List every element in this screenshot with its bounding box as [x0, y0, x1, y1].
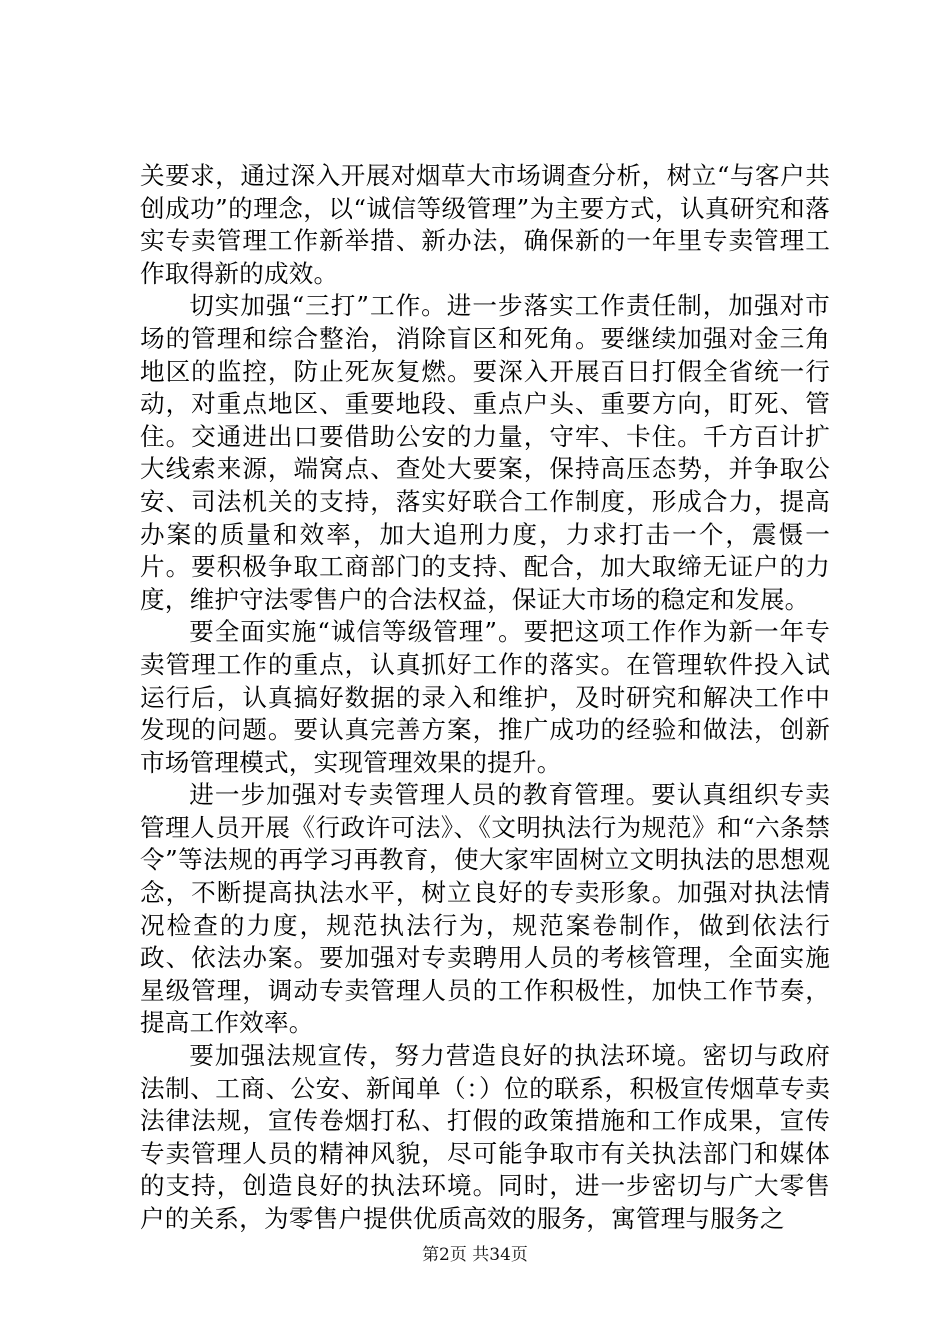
page-footer [0, 1244, 950, 1266]
paragraph-continuation: 关要求，通过深入开展对烟草大市场调查分析，树立“与客户共创成功”的理念，以“诚信等级管理”为主要方式，认真研究和落实专卖管理工作新举措、新办法，确保新的一年里专卖管理工作取得新的成效。 [140, 161, 830, 288]
paragraph-staff-education: 进一步加强对专卖管理人员的教育管理。要认真组织专卖管理人员开展《行政许可法》、《文明执法行为规范》和“六条禁令”等法规的再学习再教育，使大家牢固树立文明执法的思想观念，不断提高执法水平，树立良好的专卖形象。加强对执法情况检查的力度，规范执法行为，规范案卷制作，做到依法行政、依法办案。要加强对专卖聘用人员的考核管理，全面实施星级管理，调动专卖管理人员的工作积极性，加快工作节奏，提高工作效率。 [140, 780, 830, 1038]
document-body [140, 160, 830, 1236]
paragraph-three-strikes: 切实加强“三打”工作。进一步落实工作责任制，加强对市场的管理和综合整治，消除盲区和死角。要继续加强对金三角地区的监控，防止死灰复燃。要深入开展百日打假全省统一行动，对重点地区、重要地段、重点户头、重要方向，盯死、管住。交通进出口要借助公安的力量，守牢、卡住。千方百计扩大线索来源，端窝点、查处大要案，保持高压态势，并争取公安、司法机关的支持，落实好联合工作制度，形成合力，提高办案的质量和效率，加大追刑力度，力求打击一个，震慑一片。要积极争取工商部门的支持、配合，加大取缔无证户的力度，维护守法零售户的合法权益，保证大市场的稳定和发展。 [140, 291, 830, 614]
paragraph-law-publicity: 要加强法规宣传，努力营造良好的执法环境。密切与政府法制、工商、公安、新闻单（：）位的联系，积极宣传烟草专卖法律法规，宣传卷烟打私、打假的政策措施和工作成果，宣传专卖管理人员的精神风貌，尽可能争取市有关执法部门和媒体的支持，创造良好的执法环境。同时，进一步密切与广大零售户的关系，为零售户提供优质高效的服务，寓管理与服务之 [140, 1041, 830, 1233]
page-number-label: 第2页 共34页 [422, 1245, 528, 1265]
paragraph-integrity-management: 要全面实施“诚信等级管理”。要把这项工作作为新一年专卖管理工作的重点，认真抓好工作的落实。在管理软件投入试运行后，认真搞好数据的录入和维护，及时研究和解决工作中发现的问题。要认真完善方案，推广成功的经验和做法，创新市场管理模式，实现管理效果的提升。 [140, 617, 830, 777]
